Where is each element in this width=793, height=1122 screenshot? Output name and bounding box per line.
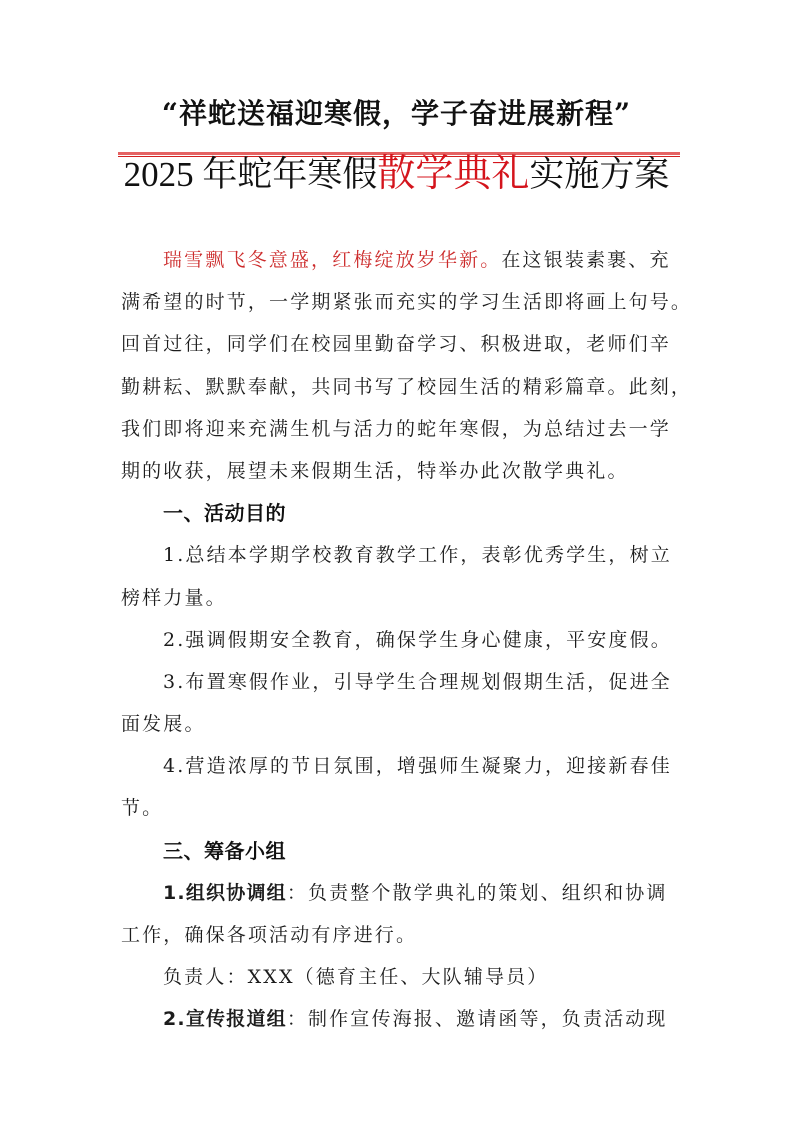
objective-item-cont: 榜样力量。 (121, 586, 227, 609)
group-desc: ：负责整个散学典礼的策划、组织和协调 (286, 881, 668, 904)
group-desc-cont: 工作，确保各项活动有序进行。 (121, 924, 418, 946)
intro-line: 满希望的时节，一学期紧张而充实的学习生活即将画上句号。 (121, 291, 693, 314)
section-heading: 一、活动目的 (163, 501, 286, 526)
intro-line: 期的收获，展望未来假期生活，特举办此次散学典礼。 (121, 459, 629, 482)
objective-item: 1.总结本学期学校教育教学工作，表彰优秀学生，树立 (163, 544, 672, 567)
group-owner: 负责人：XXX（德育主任、大队辅导员） (163, 966, 549, 989)
intro-line1-rest: 在这银装素裹、充 (501, 249, 671, 271)
document-title (100, 152, 693, 197)
objective-item: 2.强调假期安全教育，确保学生身心健康，平安度假。 (163, 628, 672, 651)
intro-line: 勤耕耘、默默奉献，共同书写了校园生活的精彩篇章。此刻， (121, 375, 693, 398)
objective-item: 3.布置寒假作业，引导学生合理规划假期生活，促进全 (163, 670, 672, 693)
document-body (121, 239, 693, 1041)
objective-item-cont: 面发展。 (121, 713, 206, 736)
group-label: 1.组织协调组 (163, 881, 287, 904)
group-label: 2.宣传报道组 (163, 1008, 287, 1031)
title-highlight: 散学典礼 (377, 153, 530, 195)
document-subtitle: “祥蛇送福迎寒假，学子奋进展新程” (161, 97, 632, 130)
objective-item: 4.营造浓厚的节日氛围，增强师生凝聚力，迎接新春佳 (163, 755, 672, 778)
intro-line (121, 239, 677, 281)
title-part1: 2025 年蛇年寒假 (123, 155, 378, 194)
group-desc: ：制作宣传海报、邀请函等，负责活动现 (286, 1008, 668, 1031)
group-item (121, 872, 677, 914)
intro-lead: 瑞雪飘飞冬意盛，红梅绽放岁华新。 (163, 249, 502, 271)
title-part2: 实施方案 (529, 155, 670, 194)
intro-line: 我们即将迎来充满生机与活力的蛇年寒假，为总结过去一学 (121, 417, 671, 440)
group-item (121, 998, 677, 1040)
section-heading: 三、筹备小组 (163, 838, 286, 863)
intro-line: 回首过往，同学们在校园里勤奋学习、积极进取，老师们辛 (121, 333, 671, 356)
objective-item-cont: 节。 (121, 797, 164, 820)
